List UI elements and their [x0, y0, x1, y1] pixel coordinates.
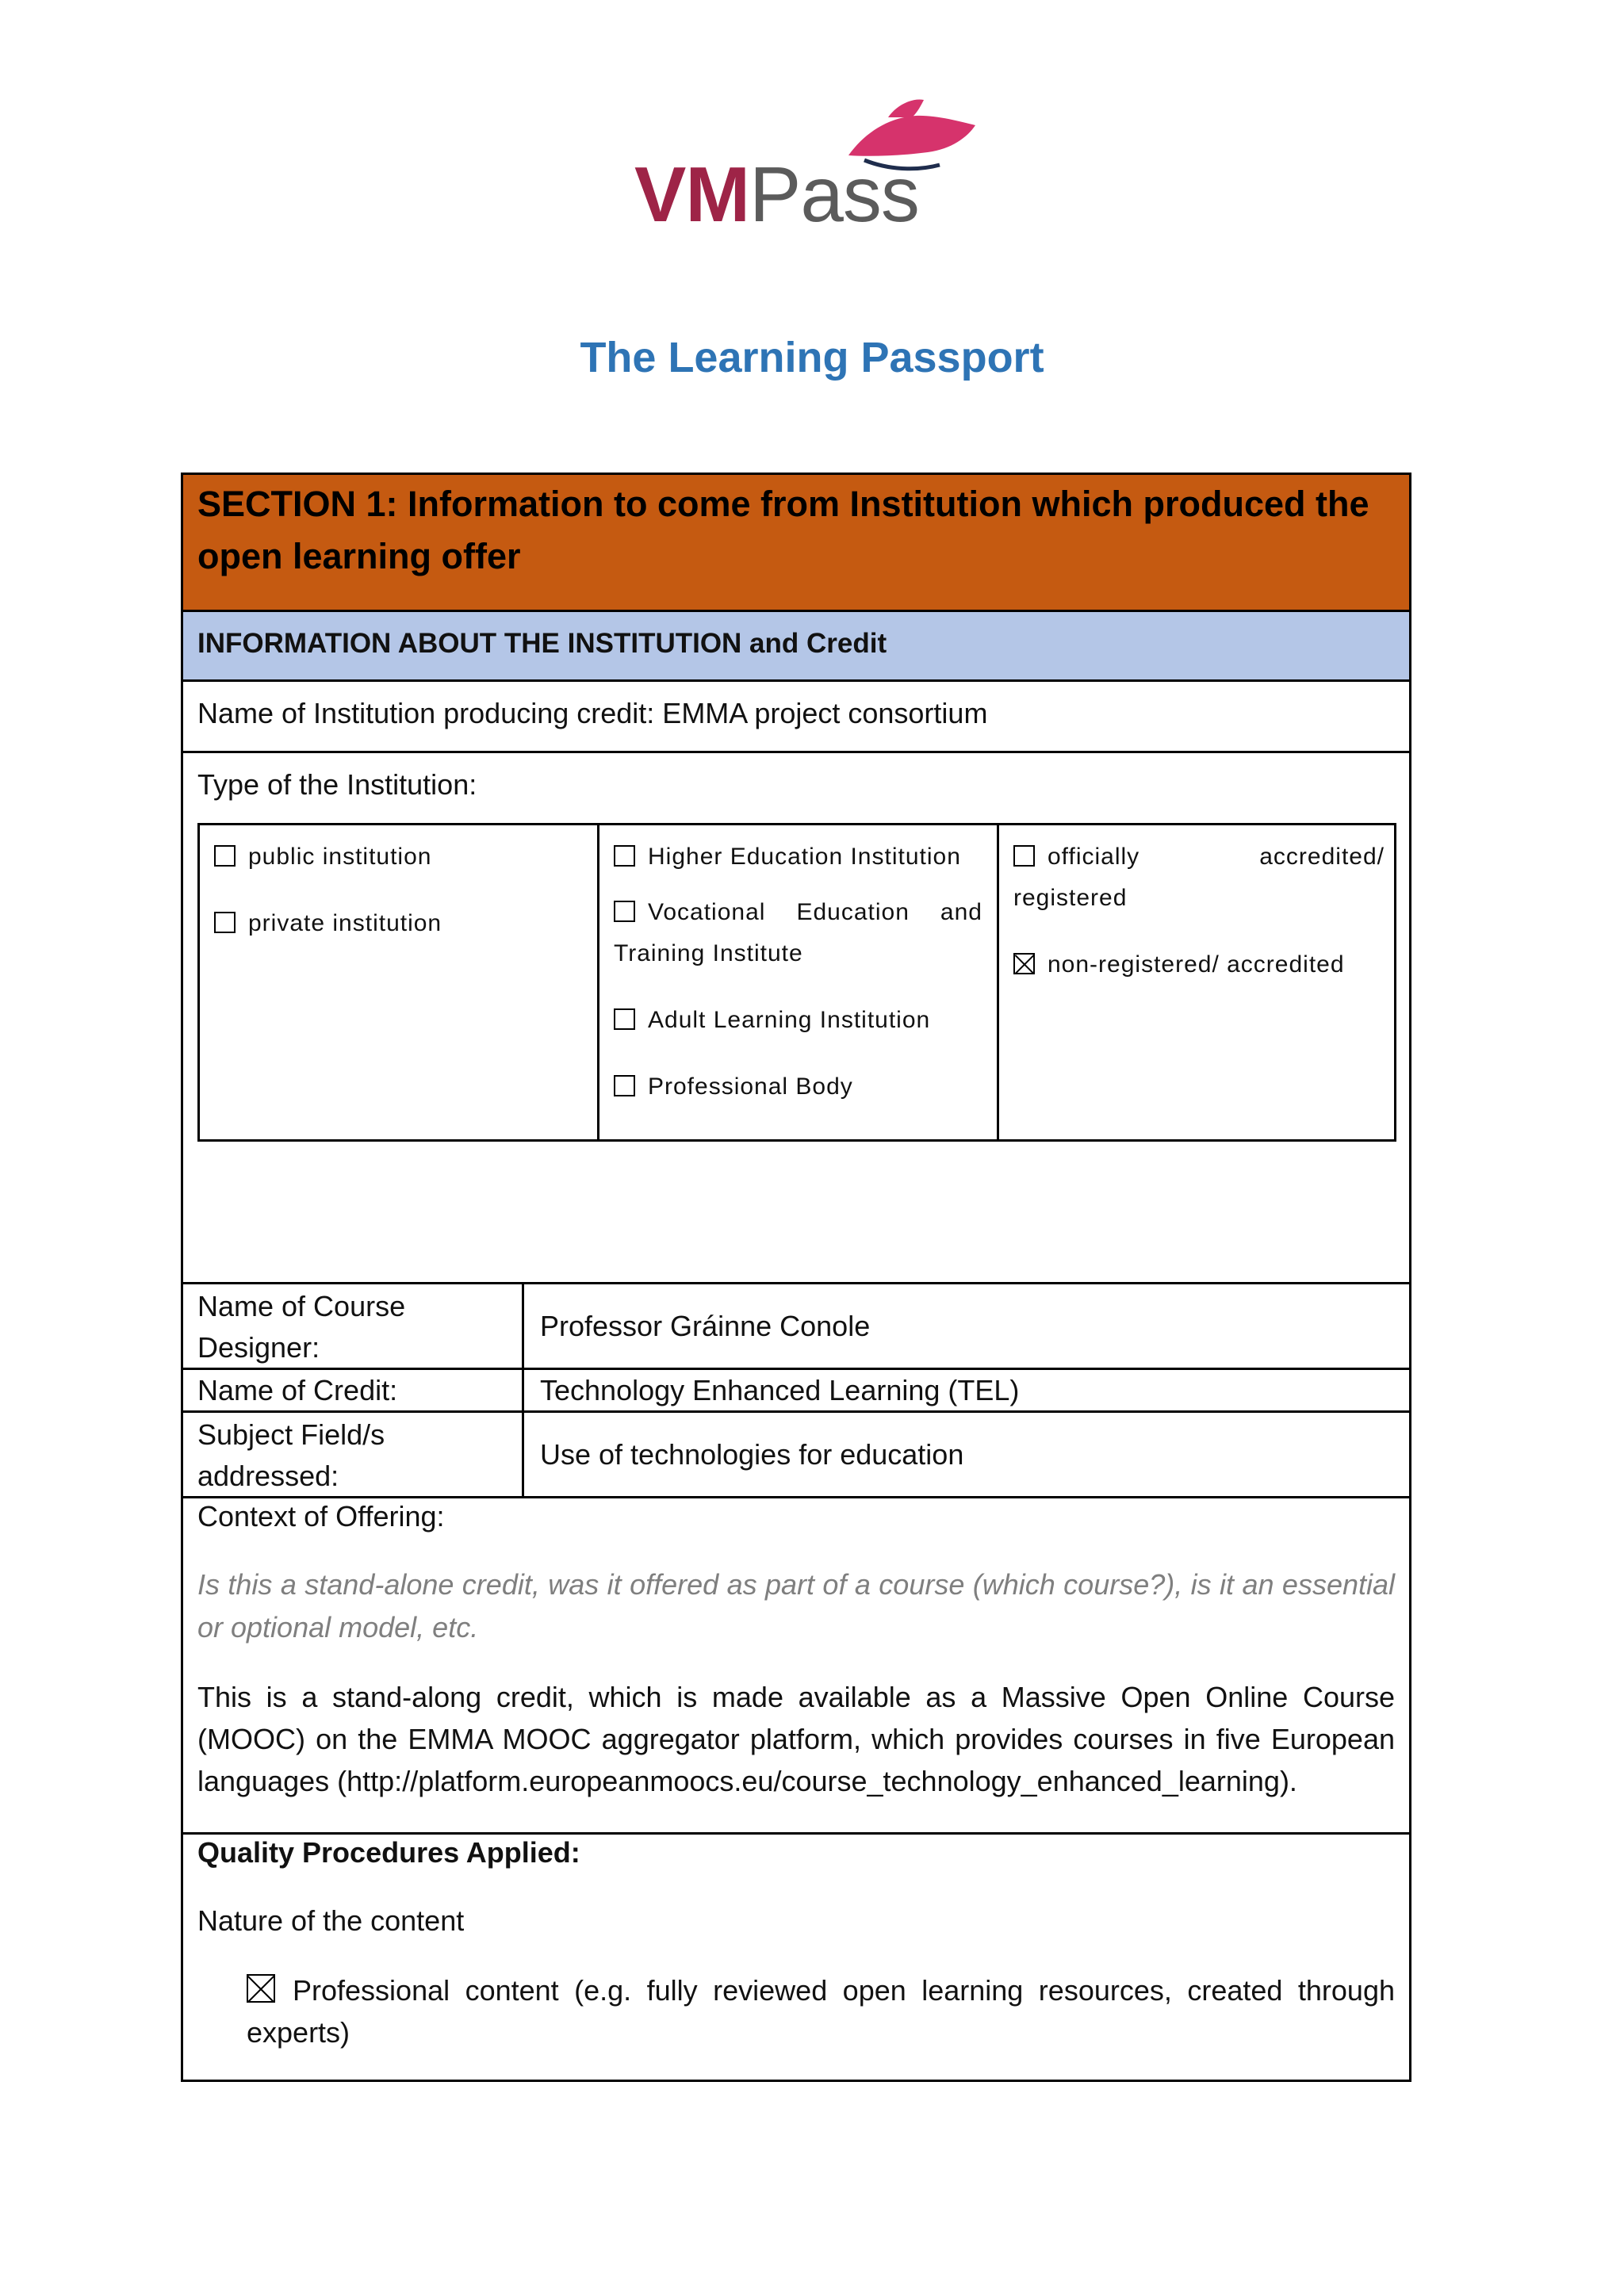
type-column-1: [200, 825, 599, 1139]
section-heading: [183, 475, 1409, 610]
option-label: private institution: [248, 910, 442, 936]
option-label: officially accredited/ registered: [1013, 844, 1385, 911]
option-higher-education[interactable]: [614, 836, 982, 878]
credit-name-row: [183, 1368, 1409, 1410]
checkbox-icon[interactable]: [214, 912, 236, 933]
context-offering-row: [183, 1496, 1409, 1832]
institution-name-text: Name of Institution producing credit: EMMA project consortium: [197, 697, 988, 729]
option-private-institution[interactable]: [214, 903, 583, 944]
page-title: The Learning Passport: [580, 334, 1044, 381]
option-public-institution[interactable]: [214, 836, 583, 878]
option-adult-learning[interactable]: [614, 1000, 982, 1041]
type-column-2: [599, 825, 999, 1139]
checkbox-icon[interactable]: [614, 845, 635, 867]
type-column-3: [999, 825, 1399, 1139]
subject-field-value: Use of technologies for education: [540, 1437, 964, 1471]
context-body: This is a stand-along credit, which is made available as a Massive Open Online Course (MOOC) on the EMMA MOOC aggregator platform, which provides courses in five European languages (http://platform.europeanmoocs.eu/course_technology_enhanced_learning).: [197, 1681, 1395, 1797]
vmpass-logo: [634, 94, 983, 244]
option-officially-accredited[interactable]: [1013, 836, 1385, 919]
checkbox-icon[interactable]: [214, 845, 236, 867]
credit-name-value: Technology Enhanced Learning (TEL): [540, 1373, 1020, 1406]
course-designer-row: [183, 1282, 1409, 1368]
logo-vm-text: VM: [634, 151, 749, 238]
nature-content-label: Nature of the content: [197, 1904, 465, 1937]
subject-field-row: [183, 1410, 1409, 1496]
passport-form: [181, 473, 1411, 2082]
checkbox-icon[interactable]: [1013, 845, 1035, 867]
option-label: Professional content (e.g. fully reviewed open learning resources, created through experts): [247, 1974, 1395, 2049]
logo-wordmark: [634, 151, 919, 238]
option-vocational-education[interactable]: [614, 892, 982, 974]
option-professional-content[interactable]: [247, 1969, 1395, 2053]
context-hint: Is this a stand-alone credit, was it offered as part of a course (which course?), is it an essential or optional model, etc.: [197, 1568, 1395, 1644]
checked-checkbox-icon[interactable]: [247, 1974, 275, 2003]
info-heading: [183, 610, 1409, 679]
institution-name-row: [183, 679, 1409, 751]
institution-type-options: [197, 823, 1396, 1142]
credit-name-label: Name of Credit:: [183, 1370, 524, 1410]
info-heading-text: INFORMATION ABOUT THE INSTITUTION and Credit: [197, 628, 887, 659]
option-label: Adult Learning Institution: [648, 1007, 931, 1033]
option-professional-body[interactable]: [614, 1066, 982, 1108]
checked-checkbox-icon[interactable]: [1013, 953, 1035, 974]
course-designer-value: Professor Gráinne Conole: [540, 1309, 871, 1342]
subject-field-label: Subject Field/s addressed:: [183, 1413, 524, 1496]
option-label: public institution: [248, 844, 432, 870]
checkbox-icon[interactable]: [614, 1075, 635, 1096]
option-label: Higher Education Institution: [648, 844, 961, 870]
checkbox-icon[interactable]: [614, 1008, 635, 1030]
section-heading-text: SECTION 1: Information to come from Institution which produced the open learning offer: [197, 484, 1369, 576]
option-non-registered[interactable]: [1013, 944, 1385, 985]
option-label: non-registered/ accredited: [1048, 951, 1345, 978]
option-label: Vocational Education and Training Institute: [614, 899, 982, 966]
logo-pass-text: Pass: [749, 151, 919, 238]
quality-label: Quality Procedures Applied:: [197, 1836, 580, 1869]
institution-type-label: Type of the Institution:: [197, 768, 477, 801]
checkbox-icon[interactable]: [614, 901, 635, 922]
institution-type-row: [183, 751, 1409, 1282]
context-label: Context of Offering:: [197, 1500, 445, 1533]
course-designer-label: Name of Course Designer:: [183, 1284, 524, 1368]
quality-procedures-row: [183, 1832, 1409, 2084]
option-label: Professional Body: [648, 1073, 853, 1100]
